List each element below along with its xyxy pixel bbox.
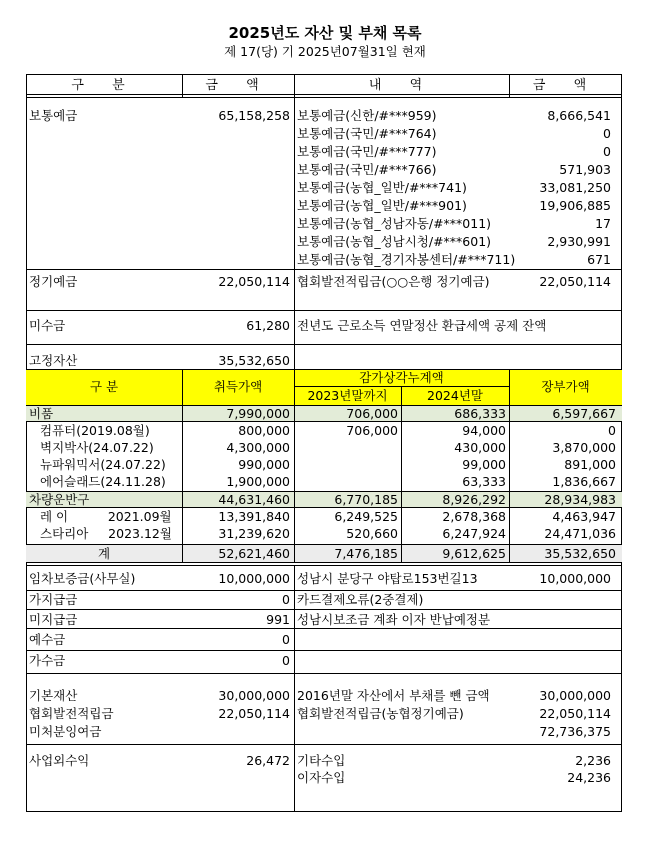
fa-header-dep-2024: 2024년말 (427, 388, 483, 403)
table-cell: 990,000 (238, 457, 290, 472)
capital-desc: 2016년말 자산에서 부채를 뺀 금액 (297, 688, 490, 703)
table-cell: 800,000 (238, 423, 290, 438)
capital-desc-amount: 72,736,375 (539, 724, 611, 739)
table-cell: 28,934,983 (544, 492, 616, 507)
table-cell: 13,391,840 (218, 509, 290, 524)
total-label: 계 (97, 546, 111, 561)
table-row: 컴퓨터(2019.08월) (40, 423, 150, 438)
table-cell: 63,333 (462, 474, 506, 489)
lower-desc-amount: 10,000,000 (539, 571, 611, 586)
header-detail-amount: 금 액 (532, 78, 599, 93)
lower-desc: 카드결제오류(2중결제) (297, 592, 424, 607)
table-cell: 7,990,000 (226, 406, 290, 421)
total-cell: 35,532,650 (544, 546, 616, 561)
list-item: 보통예금(신한/#***959) (297, 108, 437, 123)
lower-label: 임차보증금(사무실) (29, 571, 136, 586)
capital-desc-amount: 22,050,114 (539, 706, 611, 721)
table-cell: 99,000 (462, 457, 506, 472)
deposit-amount: 65,158,258 (218, 108, 290, 123)
table-cell: 1,836,667 (552, 474, 616, 489)
table-cell: 94,000 (462, 423, 506, 438)
header-amount: 금 액 (205, 78, 271, 93)
fixed-deposit-desc-amount: 22,050,114 (539, 274, 611, 289)
fixed-assets-label: 고정자산 (29, 353, 78, 368)
table-cell: 4,463,947 (552, 509, 616, 524)
table-cell: 6,597,667 (552, 406, 616, 421)
list-item-amount: 24,236 (567, 770, 611, 785)
table-cell: 2,678,368 (442, 509, 506, 524)
list-item-amount: 571,903 (559, 162, 611, 177)
table-row: 비품 (29, 406, 54, 421)
receivable-amount: 61,280 (246, 318, 290, 333)
table-row: 레 이 2021.09월 (40, 509, 172, 524)
fa-header-dep-2023: 2023년말까지 (307, 388, 388, 403)
lower-desc: 성남시 분당구 야탑로153번길13 (297, 571, 478, 586)
capital-label: 협회발전적립금 (29, 706, 114, 721)
fa-header-depreciation: 감가상각누계액 (359, 370, 444, 385)
fixed-deposit-amount: 22,050,114 (218, 274, 290, 289)
table-cell: 520,660 (346, 526, 398, 541)
table-row: 스타리아 2023.12월 (40, 526, 172, 541)
list-item-amount: 33,081,250 (539, 180, 611, 195)
page-subtitle: 제 17(당) 기 2025년07월31일 현재 (224, 44, 426, 59)
table-cell: 6,247,924 (442, 526, 506, 541)
deposit-label: 보통예금 (29, 108, 78, 123)
list-item-amount: 17 (595, 216, 611, 231)
capital-label: 미처분잉여금 (29, 724, 102, 739)
list-item: 이자수입 (297, 770, 346, 785)
table-row: 에어슬래드(24.11.28) (40, 474, 166, 489)
capital-desc: 협회발전적립금(농협정기예금) (297, 706, 464, 721)
table-cell: 686,333 (454, 406, 506, 421)
list-item: 보통예금(농협_성남자동/#***011) (297, 216, 492, 231)
capital-amount: 22,050,114 (218, 706, 290, 721)
table-row: 벽지박사(24.07.22) (40, 440, 154, 455)
lower-label: 가수금 (29, 653, 66, 668)
table-cell: 6,770,185 (334, 492, 398, 507)
table-cell: 0 (608, 423, 616, 438)
lower-amount: 991 (266, 612, 290, 627)
lower-amount: 0 (282, 632, 290, 647)
list-item: 보통예금(농협_성남시청/#***601) (297, 234, 492, 249)
lower-desc: 성남시보조금 계좌 이자 반납예정분 (297, 612, 491, 627)
capital-label: 기본재산 (29, 688, 78, 703)
table-cell: 6,249,525 (334, 509, 398, 524)
list-item-amount: 19,906,885 (539, 198, 611, 213)
fixed-deposit-label: 정기예금 (29, 274, 78, 289)
table-cell: 8,926,292 (442, 492, 506, 507)
receivable-label: 미수금 (29, 318, 66, 333)
list-item-amount: 671 (587, 252, 611, 267)
header-category: 구 분 (71, 78, 137, 93)
capital-amount: 30,000,000 (218, 688, 290, 703)
table-row: 뉴파워믹서(24.07.22) (40, 457, 166, 472)
lower-amount: 0 (282, 592, 290, 607)
list-item: 기타수입 (297, 753, 346, 768)
list-item-amount: 2,930,991 (547, 234, 611, 249)
list-item-amount: 8,666,541 (547, 108, 611, 123)
non-operating-label: 사업외수익 (29, 753, 90, 768)
fixed-deposit-desc: 협회발전적립금(○○은행 정기예금) (297, 274, 490, 289)
lower-label: 미지급금 (29, 612, 78, 627)
non-operating-amount: 26,472 (246, 753, 290, 768)
table-cell: 44,631,460 (218, 492, 290, 507)
table-cell: 24,471,036 (544, 526, 616, 541)
table-cell: 706,000 (346, 423, 398, 438)
lower-label: 가지급금 (29, 592, 78, 607)
table-cell: 4,300,000 (226, 440, 290, 455)
lower-amount: 0 (282, 653, 290, 668)
table-cell: 31,239,620 (218, 526, 290, 541)
table-cell: 430,000 (454, 440, 506, 455)
receivable-desc: 전년도 근로소득 연말정산 환급세액 공제 잔액 (297, 318, 547, 333)
table-cell: 891,000 (564, 457, 616, 472)
list-item: 보통예금(농협_일반/#***741) (297, 180, 467, 195)
header-details: 내 역 (368, 78, 435, 93)
lower-amount: 10,000,000 (218, 571, 290, 586)
capital-desc-amount: 30,000,000 (539, 688, 611, 703)
list-item-amount: 0 (603, 144, 611, 159)
lower-label: 예수금 (29, 632, 66, 647)
total-cell: 7,476,185 (334, 546, 398, 561)
fa-header-category: 구 분 (89, 379, 119, 394)
fa-header-book: 장부가액 (541, 379, 590, 394)
list-item-amount: 2,236 (575, 753, 611, 768)
fixed-assets-amount: 35,532,650 (218, 353, 290, 368)
table-row: 차량운반구 (29, 492, 90, 507)
table-cell: 1,900,000 (226, 474, 290, 489)
table-cell: 706,000 (346, 406, 398, 421)
list-item: 보통예금(농협_경기자봉센터/#***711) (297, 252, 516, 267)
list-item: 보통예금(국민/#***766) (297, 162, 437, 177)
page-title: 2025년도 자산 및 부채 목록 (228, 24, 422, 42)
list-item-amount: 0 (603, 126, 611, 141)
list-item: 보통예금(국민/#***777) (297, 144, 437, 159)
list-item: 보통예금(국민/#***764) (297, 126, 437, 141)
fa-header-acquisition: 취득가액 (213, 379, 263, 394)
table-cell: 3,870,000 (552, 440, 616, 455)
total-cell: 9,612,625 (442, 546, 506, 561)
list-item: 보통예금(농협_일반/#***901) (297, 198, 467, 213)
total-cell: 52,621,460 (218, 546, 290, 561)
